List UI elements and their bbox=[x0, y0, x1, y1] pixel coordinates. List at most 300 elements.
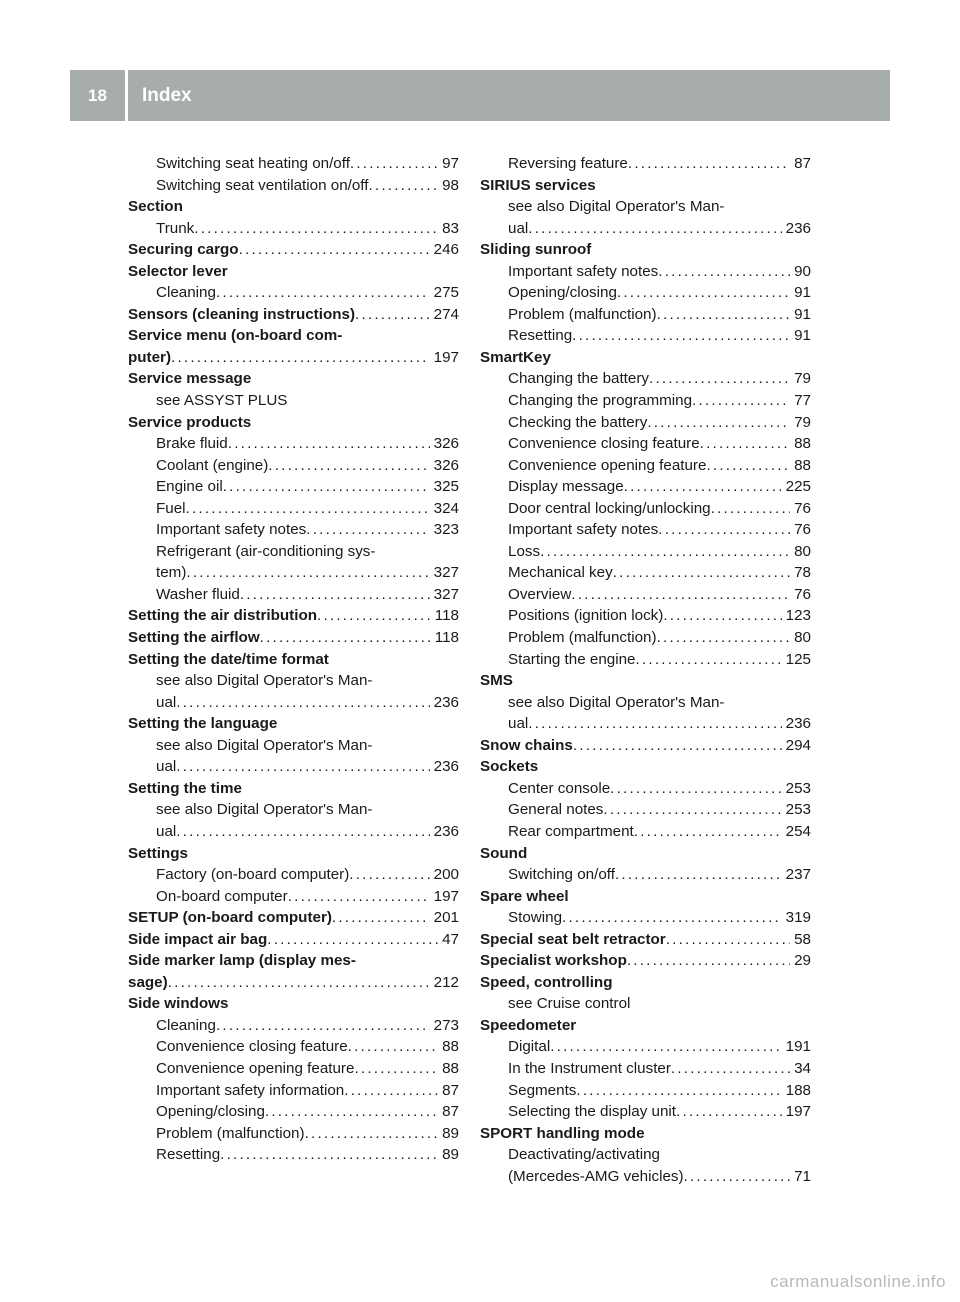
page-number: 18 bbox=[88, 85, 107, 105]
index-subentry bbox=[480, 562, 811, 584]
entry-text: Convenience opening feature bbox=[156, 1059, 355, 1077]
dot-leader bbox=[562, 907, 782, 929]
dot-leader bbox=[647, 412, 790, 434]
dot-leader bbox=[355, 304, 430, 326]
entry-text: ual bbox=[508, 219, 529, 237]
page-reference: 29 bbox=[794, 952, 811, 970]
index-subentry bbox=[128, 153, 459, 175]
index-subentry bbox=[480, 412, 811, 434]
entry-text: SMS bbox=[480, 672, 513, 690]
index-subentry bbox=[480, 821, 811, 843]
page-reference: 91 bbox=[794, 284, 811, 302]
page-reference: 77 bbox=[794, 392, 811, 410]
entry-text: Setting the language bbox=[128, 715, 278, 733]
page-reference: 91 bbox=[794, 305, 811, 323]
page-reference: 237 bbox=[785, 866, 811, 884]
index-subentry bbox=[480, 282, 811, 304]
dot-leader bbox=[572, 325, 790, 347]
entry-text: Setting the airflow bbox=[128, 629, 260, 647]
dot-leader bbox=[550, 1036, 781, 1058]
page-reference: 197 bbox=[785, 1103, 811, 1121]
page-reference: 326 bbox=[433, 456, 459, 474]
index-entry bbox=[128, 627, 459, 649]
dot-leader bbox=[223, 476, 430, 498]
entry-text: Switching on/off bbox=[508, 866, 615, 884]
index-entry bbox=[128, 304, 459, 326]
index-entry bbox=[128, 347, 459, 369]
index-subentry bbox=[480, 713, 811, 735]
page-reference: 97 bbox=[442, 155, 459, 172]
entry-text: ual bbox=[508, 715, 529, 733]
entry-text: Side windows bbox=[128, 995, 229, 1013]
entry-text: Starting the engine bbox=[508, 650, 636, 668]
entry-text: Deactivating/activating bbox=[508, 1146, 660, 1164]
entry-text: Service message bbox=[128, 370, 252, 388]
page-reference: 236 bbox=[433, 758, 459, 776]
dot-leader bbox=[658, 261, 790, 283]
entry-text: Center console bbox=[508, 779, 611, 797]
dot-leader bbox=[260, 627, 431, 649]
index-column-left bbox=[128, 153, 459, 1166]
index-subentry bbox=[480, 476, 811, 498]
dot-leader bbox=[194, 218, 438, 240]
dot-leader bbox=[305, 1123, 439, 1145]
entry-text: Sensors (cleaning instructions) bbox=[128, 305, 356, 323]
entry-text: Refrigerant (air-conditioning sys- bbox=[156, 542, 376, 560]
page-reference: 236 bbox=[785, 219, 811, 237]
index-subentry bbox=[128, 670, 459, 692]
entry-text: Setting the date/time format bbox=[128, 650, 329, 668]
index-subentry bbox=[128, 390, 459, 412]
entry-text: Convenience closing feature bbox=[156, 1038, 348, 1056]
index-subentry bbox=[480, 368, 811, 390]
entry-text: Checking the battery bbox=[508, 413, 648, 431]
dot-leader bbox=[617, 282, 790, 304]
entry-text: see also Digital Operator's Man- bbox=[156, 736, 373, 754]
dot-leader bbox=[288, 886, 430, 908]
page-reference: 274 bbox=[433, 305, 459, 323]
index-entry bbox=[128, 907, 459, 929]
index-subentry bbox=[480, 541, 811, 563]
entry-text: SmartKey bbox=[480, 348, 551, 366]
index-subentry bbox=[480, 584, 811, 606]
entry-text: Service menu (on-board com- bbox=[128, 327, 343, 345]
page-reference: 246 bbox=[433, 241, 459, 259]
index-entry bbox=[480, 843, 811, 865]
page-reference: 118 bbox=[434, 629, 459, 647]
index-entry bbox=[480, 1123, 811, 1145]
dot-leader bbox=[332, 907, 430, 929]
index-subentry bbox=[128, 433, 459, 455]
entry-text: Important safety notes bbox=[156, 521, 307, 539]
entry-text: Resetting bbox=[156, 1146, 221, 1164]
dot-leader bbox=[186, 562, 429, 584]
index-subentry bbox=[480, 1144, 811, 1166]
index-subentry bbox=[480, 1036, 811, 1058]
dot-leader bbox=[240, 584, 430, 606]
entry-text: SPORT handling mode bbox=[480, 1124, 645, 1142]
page-reference: 87 bbox=[442, 1081, 459, 1099]
index-subentry bbox=[128, 562, 459, 584]
entry-text: Switching seat heating on/off bbox=[156, 155, 350, 172]
index-entry bbox=[128, 239, 459, 261]
page-reference: 326 bbox=[433, 435, 459, 453]
index-subentry bbox=[480, 692, 811, 714]
dot-leader bbox=[627, 950, 790, 972]
index-entry bbox=[480, 175, 811, 197]
index-subentry bbox=[480, 649, 811, 671]
entry-text: Rear compartment bbox=[508, 822, 634, 840]
index-subentry bbox=[128, 799, 459, 821]
dot-leader bbox=[349, 864, 429, 886]
index-subentry bbox=[480, 778, 811, 800]
page-reference: 319 bbox=[785, 909, 811, 927]
index-entry bbox=[128, 843, 459, 865]
dot-leader bbox=[573, 735, 782, 757]
index-entry bbox=[480, 347, 811, 369]
index-subentry bbox=[128, 282, 459, 304]
index-subentry bbox=[480, 1101, 811, 1123]
index-subentry bbox=[480, 455, 811, 477]
header-divider bbox=[125, 70, 128, 121]
entry-text: Opening/closing bbox=[508, 284, 617, 302]
entry-text: ual bbox=[156, 693, 177, 711]
index-subentry bbox=[480, 390, 811, 412]
dot-leader bbox=[706, 455, 790, 477]
entry-text: Speedometer bbox=[480, 1016, 577, 1034]
entry-text: Section bbox=[128, 198, 183, 216]
page-reference: 118 bbox=[434, 607, 459, 625]
dot-leader bbox=[692, 390, 790, 412]
index-subentry bbox=[480, 433, 811, 455]
index-subentry bbox=[480, 218, 811, 240]
page-reference: 253 bbox=[785, 801, 811, 819]
index-subentry bbox=[128, 821, 459, 843]
index-entry bbox=[128, 325, 459, 347]
entry-text: General notes bbox=[508, 801, 604, 819]
entry-text: Opening/closing bbox=[156, 1103, 265, 1121]
index-subentry bbox=[480, 1058, 811, 1080]
page-reference: 71 bbox=[794, 1167, 811, 1185]
entry-text: Resetting bbox=[508, 327, 573, 345]
entry-text: Display message bbox=[508, 478, 624, 496]
page-reference: 80 bbox=[794, 542, 811, 560]
dot-leader bbox=[239, 239, 430, 261]
page-reference: 294 bbox=[785, 736, 811, 754]
entry-text: Specialist workshop bbox=[480, 952, 627, 970]
index-entry bbox=[480, 929, 811, 951]
dot-leader bbox=[657, 627, 791, 649]
dot-leader bbox=[613, 562, 790, 584]
dot-leader bbox=[354, 1058, 438, 1080]
dot-leader bbox=[684, 1166, 791, 1188]
index-subentry bbox=[128, 864, 459, 886]
entry-text: Changing the programming bbox=[508, 392, 693, 410]
entry-text: Stowing bbox=[508, 909, 563, 927]
entry-text: Side marker lamp (display mes- bbox=[128, 952, 356, 970]
index-subentry bbox=[480, 304, 811, 326]
index-subentry bbox=[128, 541, 459, 563]
entry-text: Selecting the display unit bbox=[508, 1103, 677, 1121]
entry-text: see also Digital Operator's Man- bbox=[508, 198, 725, 216]
dot-leader bbox=[344, 1080, 438, 1102]
index-subentry bbox=[128, 584, 459, 606]
page-reference: 125 bbox=[785, 650, 811, 668]
dot-leader bbox=[649, 368, 790, 390]
dot-leader bbox=[628, 153, 790, 175]
page-reference: 191 bbox=[785, 1038, 811, 1056]
entry-text: Convenience closing feature bbox=[508, 435, 700, 453]
index-subentry bbox=[128, 756, 459, 778]
entry-text: Important safety notes bbox=[508, 521, 659, 539]
index-subentry bbox=[480, 627, 811, 649]
dot-leader bbox=[528, 713, 781, 735]
index-subentry bbox=[480, 907, 811, 929]
entry-text: Problem (malfunction) bbox=[508, 305, 657, 323]
index-subentry bbox=[128, 1015, 459, 1037]
index-subentry bbox=[480, 1166, 811, 1188]
dot-leader bbox=[176, 821, 429, 843]
index-subentry bbox=[128, 1058, 459, 1080]
entry-text: Problem (malfunction) bbox=[508, 629, 657, 647]
entry-text: SIRIUS services bbox=[480, 176, 596, 194]
dot-leader bbox=[267, 929, 438, 951]
entry-text: Convenience opening feature bbox=[508, 456, 707, 474]
entry-text: ual bbox=[156, 758, 177, 776]
dot-leader bbox=[615, 864, 782, 886]
page-header bbox=[70, 70, 890, 121]
entry-text: Side impact air bag bbox=[128, 930, 268, 948]
entry-text: Service products bbox=[128, 413, 252, 431]
dot-leader bbox=[576, 1080, 781, 1102]
dot-leader bbox=[348, 1036, 438, 1058]
page-reference: 236 bbox=[433, 822, 459, 840]
entry-text: Loss bbox=[508, 542, 541, 560]
dot-leader bbox=[528, 218, 781, 240]
dot-leader bbox=[676, 1101, 782, 1123]
page-reference: 78 bbox=[794, 564, 811, 582]
page-reference: 87 bbox=[442, 1103, 459, 1121]
index-entry bbox=[480, 972, 811, 994]
page-reference: 254 bbox=[785, 822, 811, 840]
index-subentry bbox=[480, 605, 811, 627]
page-reference: 58 bbox=[794, 930, 811, 948]
page-reference: 98 bbox=[442, 176, 459, 194]
entry-text: Cleaning bbox=[156, 284, 216, 302]
entry-text: Problem (malfunction) bbox=[156, 1124, 305, 1142]
entry-text: Important safety notes bbox=[508, 262, 659, 280]
entry-text: Positions (ignition lock) bbox=[508, 607, 664, 625]
entry-text: Important safety information bbox=[156, 1081, 345, 1099]
index-subentry bbox=[480, 864, 811, 886]
page-reference: 327 bbox=[433, 564, 459, 582]
entry-text: sage) bbox=[128, 973, 168, 991]
entry-text: see also Digital Operator's Man- bbox=[508, 693, 725, 711]
dot-leader bbox=[176, 756, 429, 778]
page-reference: 323 bbox=[433, 521, 459, 539]
dot-leader bbox=[268, 455, 429, 477]
page-reference: 275 bbox=[433, 284, 459, 302]
index-entry bbox=[128, 778, 459, 800]
dot-leader bbox=[700, 433, 790, 455]
index-subentry bbox=[128, 175, 459, 197]
page-reference: 76 bbox=[794, 521, 811, 539]
page-reference: 89 bbox=[442, 1146, 459, 1164]
index-subentry bbox=[480, 498, 811, 520]
entry-text: Engine oil bbox=[156, 478, 223, 496]
entry-text: Switching seat ventilation on/off bbox=[156, 176, 369, 194]
page-reference: 89 bbox=[442, 1124, 459, 1142]
dot-leader bbox=[634, 821, 782, 843]
page-reference: 88 bbox=[794, 435, 811, 453]
page-reference: 327 bbox=[433, 585, 459, 603]
entry-text: Sockets bbox=[480, 758, 539, 776]
entry-text: Spare wheel bbox=[480, 887, 569, 905]
page-reference: 325 bbox=[433, 478, 459, 496]
dot-leader bbox=[571, 584, 790, 606]
entry-text: Cleaning bbox=[156, 1016, 216, 1034]
dot-leader bbox=[306, 519, 429, 541]
page-reference: 87 bbox=[794, 155, 811, 172]
entry-text: Settings bbox=[128, 844, 188, 862]
page-reference: 47 bbox=[442, 930, 459, 948]
entry-text: (Mercedes-AMG vehicles) bbox=[508, 1167, 684, 1185]
dot-leader bbox=[171, 347, 430, 369]
page-reference: 123 bbox=[785, 607, 811, 625]
index-subentry bbox=[128, 1080, 459, 1102]
entry-text: Changing the battery bbox=[508, 370, 650, 388]
entry-text: see also Digital Operator's Man- bbox=[156, 672, 373, 690]
index-subentry bbox=[480, 1080, 811, 1102]
page-reference: 225 bbox=[785, 478, 811, 496]
dot-leader bbox=[228, 433, 430, 455]
dot-leader bbox=[220, 1144, 438, 1166]
dot-leader bbox=[671, 1058, 790, 1080]
dot-leader bbox=[658, 519, 790, 541]
entry-text: Speed, controlling bbox=[480, 973, 613, 991]
entry-text: tem) bbox=[156, 564, 187, 582]
entry-text: In the Instrument cluster bbox=[508, 1059, 671, 1077]
page-reference: 88 bbox=[442, 1038, 459, 1056]
page-reference: 200 bbox=[433, 866, 459, 884]
page-reference: 197 bbox=[433, 887, 459, 905]
index-subentry bbox=[128, 1144, 459, 1166]
dot-leader bbox=[176, 692, 429, 714]
index-subentry bbox=[128, 498, 459, 520]
page-reference: 236 bbox=[785, 715, 811, 733]
page-reference: 188 bbox=[785, 1081, 811, 1099]
entry-text: Factory (on-board computer) bbox=[156, 866, 350, 884]
page-reference: 34 bbox=[794, 1059, 811, 1077]
index-entry bbox=[128, 605, 459, 627]
entry-text: Door central locking/unlocking bbox=[508, 499, 711, 517]
entry-text: Digital bbox=[508, 1038, 551, 1056]
index-subentry bbox=[128, 218, 459, 240]
dot-leader bbox=[265, 1101, 438, 1123]
page-reference: 324 bbox=[433, 499, 459, 517]
entry-text: Overview bbox=[508, 585, 572, 603]
dot-leader bbox=[657, 304, 791, 326]
page-reference: 83 bbox=[442, 219, 459, 237]
dot-leader bbox=[168, 972, 430, 994]
dot-leader bbox=[317, 605, 431, 627]
index-entry bbox=[128, 649, 459, 671]
index-entry bbox=[128, 993, 459, 1015]
index-subentry bbox=[480, 196, 811, 218]
entry-text: Selector lever bbox=[128, 262, 228, 280]
entry-text: Reversing feature bbox=[508, 155, 628, 172]
entry-text: Washer fluid bbox=[156, 585, 240, 603]
index-subentry bbox=[480, 799, 811, 821]
page-reference: 212 bbox=[433, 973, 459, 991]
dot-leader bbox=[636, 649, 782, 671]
dot-leader bbox=[186, 498, 430, 520]
dot-leader bbox=[603, 799, 781, 821]
index-entry bbox=[128, 261, 459, 283]
index-entry bbox=[128, 950, 459, 972]
entry-text: Brake fluid bbox=[156, 435, 228, 453]
dot-leader bbox=[216, 1015, 430, 1037]
entry-text: Trunk bbox=[156, 219, 195, 237]
entry-text: see ASSYST PLUS bbox=[156, 392, 288, 410]
index-subentry bbox=[128, 1123, 459, 1145]
index-subentry bbox=[128, 886, 459, 908]
index-subentry bbox=[480, 261, 811, 283]
index-subentry bbox=[128, 1036, 459, 1058]
page-reference: 79 bbox=[794, 370, 811, 388]
page-reference: 76 bbox=[794, 585, 811, 603]
page-reference: 88 bbox=[794, 456, 811, 474]
index-entry bbox=[128, 929, 459, 951]
section-title: Index bbox=[142, 85, 192, 106]
index-entry bbox=[128, 412, 459, 434]
index-entry bbox=[128, 196, 459, 218]
index-subentry bbox=[128, 455, 459, 477]
index-subentry bbox=[480, 993, 811, 1015]
index-entry bbox=[128, 972, 459, 994]
index-column-right bbox=[480, 153, 811, 1187]
index-entry bbox=[480, 950, 811, 972]
index-entry bbox=[480, 735, 811, 757]
index-subentry bbox=[480, 519, 811, 541]
page-reference: 253 bbox=[785, 779, 811, 797]
page-reference: 79 bbox=[794, 413, 811, 431]
dot-leader bbox=[350, 153, 438, 175]
page-reference: 80 bbox=[794, 629, 811, 647]
page-reference: 201 bbox=[433, 909, 459, 927]
entry-text: see also Digital Operator's Man- bbox=[156, 801, 373, 819]
index-entry bbox=[480, 886, 811, 908]
entry-text: Sliding sunroof bbox=[480, 241, 592, 259]
index-subentry bbox=[128, 519, 459, 541]
index-subentry bbox=[128, 1101, 459, 1123]
entry-text: puter) bbox=[128, 348, 172, 366]
entry-text: Segments bbox=[508, 1081, 577, 1099]
index-entry bbox=[480, 239, 811, 261]
dot-leader bbox=[666, 929, 790, 951]
index-entry bbox=[480, 670, 811, 692]
index-subentry bbox=[128, 735, 459, 757]
index-subentry bbox=[128, 476, 459, 498]
page-reference: 273 bbox=[433, 1016, 459, 1034]
watermark: carmanualsonline.info bbox=[770, 1272, 946, 1291]
dot-leader bbox=[540, 541, 790, 563]
entry-text: Snow chains bbox=[480, 736, 573, 754]
entry-text: see Cruise control bbox=[508, 995, 631, 1013]
page-reference: 88 bbox=[442, 1059, 459, 1077]
page-reference: 236 bbox=[433, 693, 459, 711]
index-entry bbox=[128, 368, 459, 390]
